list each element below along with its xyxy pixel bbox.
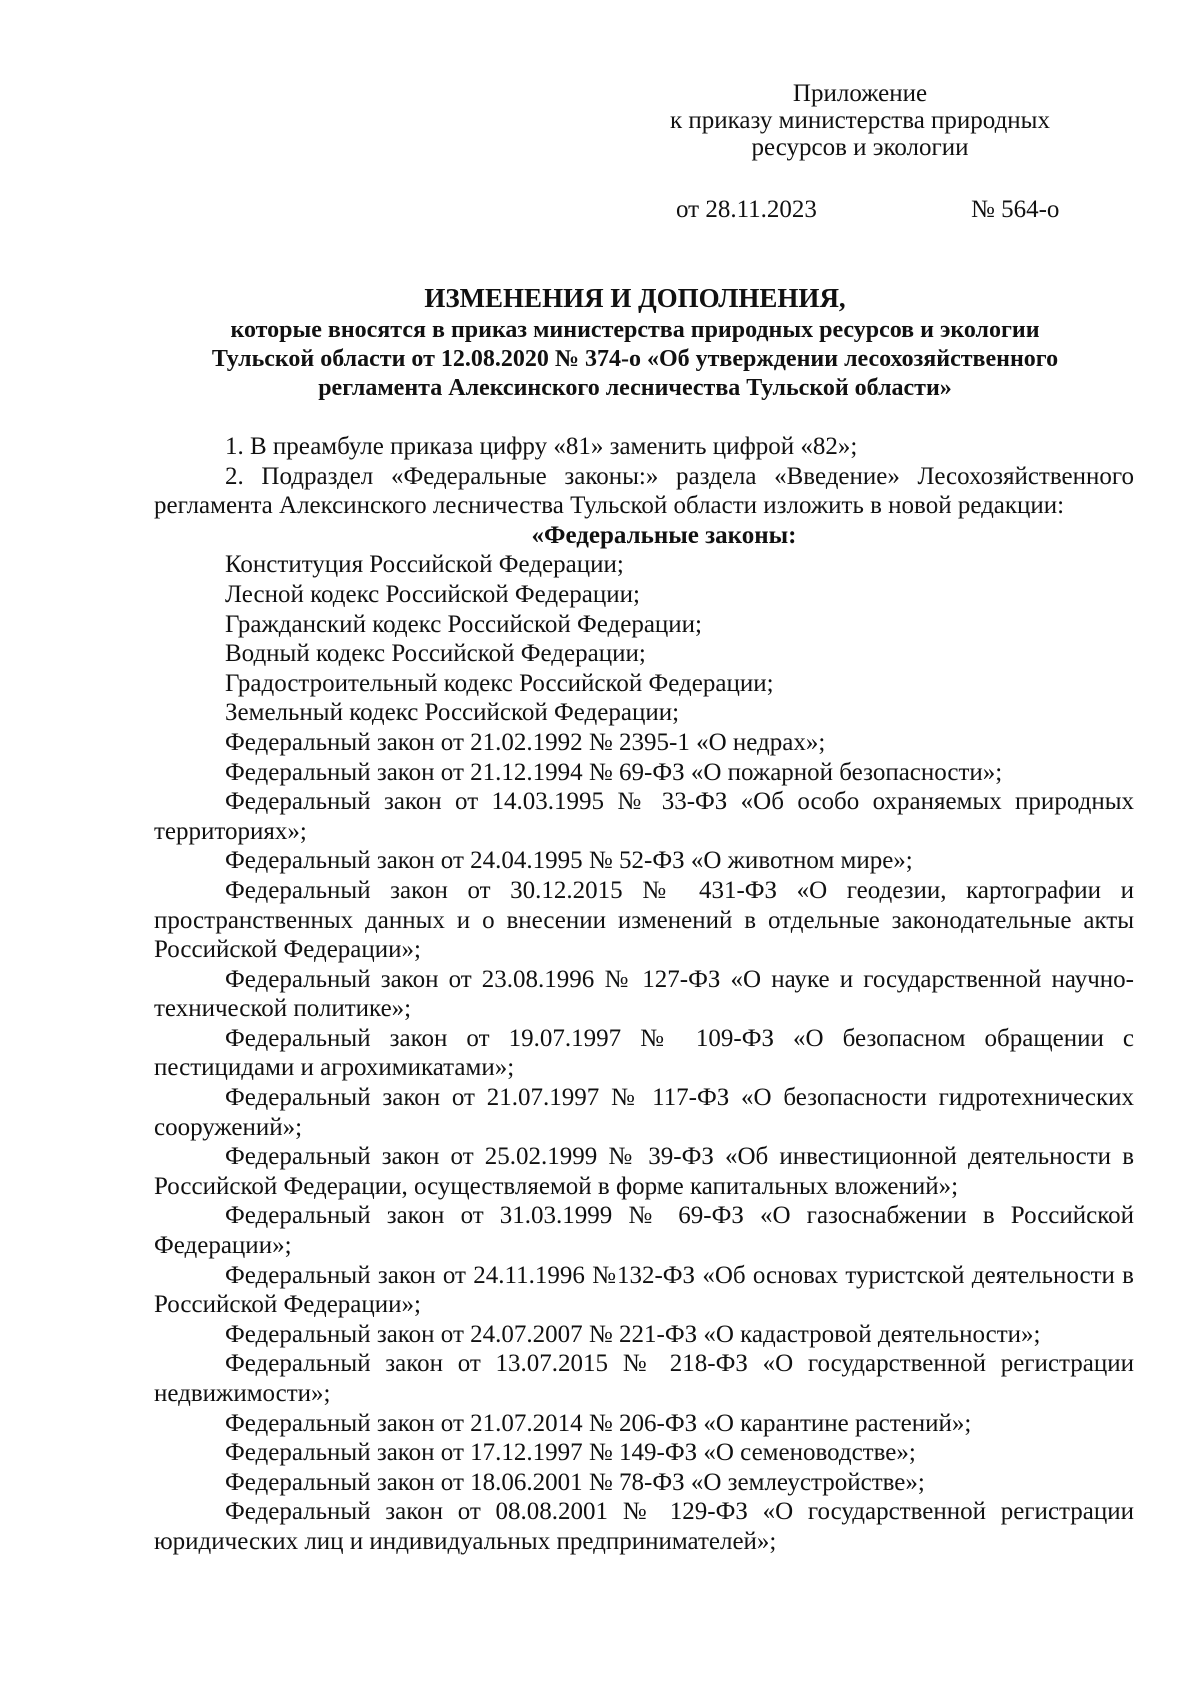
law-item: Земельный кодекс Российской Федерации; xyxy=(225,699,680,727)
law-item: Федеральный закон от 24.07.2007 № 221-ФЗ «О кадастровой деятельности»; xyxy=(225,1320,1041,1348)
heading-line: Тульской области от 12.08.2020 № 374-о «Об утверждении лесохозяйственного xyxy=(211,346,1059,372)
law-item: Гражданский кодекс Российской Федерации; xyxy=(225,610,703,638)
appendix-label: Приложение xyxy=(792,80,928,107)
appendix-ref-line: к приказу министерства природных xyxy=(670,107,1050,134)
law-item: Федеральный закон от 23.08.1996 № 127-ФЗ «О науке и государственной научно-технической политике»; xyxy=(154,965,1134,1023)
law-item: Федеральный закон от 31.03.1999 № 69-ФЗ «О газоснабжении в Российской Федерации»; xyxy=(154,1202,1134,1260)
law-item: Водный кодекс Российской Федерации; xyxy=(225,640,646,668)
law-item: Федеральный закон от 25.02.1999 № 39-ФЗ «Об инвестиционной деятельности в Российской Федерации, осуществляемой в форме капитальных вложений»; xyxy=(154,1143,1134,1200)
law-item: Федеральный закон от 21.12.1994 № 69-ФЗ «О пожарной безопасности»; xyxy=(225,758,1003,786)
law-item: Федеральный закон от 14.03.1995 № 33-ФЗ «Об особо охраняемых природных территориях»; xyxy=(154,788,1134,845)
law-item: Лесной кодекс Российской Федерации; xyxy=(225,580,640,608)
law-item: Федеральный закон от 13.07.2015 № 218-ФЗ «О государственной регистрации недвижимости»; xyxy=(154,1350,1134,1407)
heading-line: регламента Алексинского лесничества Тульской области» xyxy=(318,375,952,401)
law-item: Федеральный закон от 21.07.1997 № 117-ФЗ «О безопасности гидротехнических сооружений»; xyxy=(154,1084,1134,1141)
law-item: Градостроительный кодекс Российской Федерации; xyxy=(225,669,774,697)
law-item: Федеральный закон от 24.11.1996 №132-ФЗ «Об основах туристской деятельности в Российской Федерации»; xyxy=(154,1261,1134,1319)
document-heading xyxy=(140,280,1130,403)
order-number: № 564-о xyxy=(971,196,1060,223)
law-item: Конституция Российской Федерации; xyxy=(225,551,624,579)
law-item: Федеральный закон от 24.04.1995 № 52-ФЗ «О животном мире»; xyxy=(225,847,913,875)
law-item: Федеральный закон от 18.06.2001 № 78-ФЗ «О землеустройстве»; xyxy=(225,1468,925,1496)
heading-line: которые вносятся в приказ министерства природных ресурсов и экологии xyxy=(230,317,1040,343)
law-item: Федеральный закон от 30.12.2015 № 431-ФЗ «О геодезии, картографии и пространственных данных и о внесении изменений в отдельные законодательные акты Российской Федерации»; xyxy=(154,876,1134,964)
order-date: от 28.11.2023 xyxy=(676,196,817,223)
law-item: Федеральный закон от 19.07.1997 № 109-ФЗ «О безопасном обращении с пестицидами и агрохимикатами»; xyxy=(154,1024,1134,1082)
document-title: ИЗМЕНЕНИЯ И ДОПОЛНЕНИЯ, xyxy=(424,283,846,313)
document-body xyxy=(154,432,1134,1557)
paragraph-2: 2. Подраздел «Федеральные законы:» раздела «Введение» Лесохозяйственного регламента Алексинского лесничества Тульской области изложить в новой редакции: xyxy=(154,462,1134,520)
law-item: Федеральный закон от 08.08.2001 № 129-ФЗ «О государственной регистрации юридических лиц и индивидуальных предпринимателей»; xyxy=(154,1498,1134,1555)
paragraph-1: 1. В преамбуле приказа цифру «81» заменить цифрой «82»; xyxy=(225,433,858,460)
appendix-ref-line: ресурсов и экологии xyxy=(751,134,969,161)
law-item: Федеральный закон от 17.12.1997 № 149-ФЗ «О семеноводстве»; xyxy=(225,1439,916,1467)
law-item: Федеральный закон от 21.02.1992 № 2395-1 «О недрах»; xyxy=(225,728,826,756)
laws-subheading: «Федеральные законы: xyxy=(531,521,797,549)
law-item: Федеральный закон от 21.07.2014 № 206-ФЗ «О карантине растений»; xyxy=(225,1409,972,1437)
appendix-block xyxy=(640,80,1080,161)
